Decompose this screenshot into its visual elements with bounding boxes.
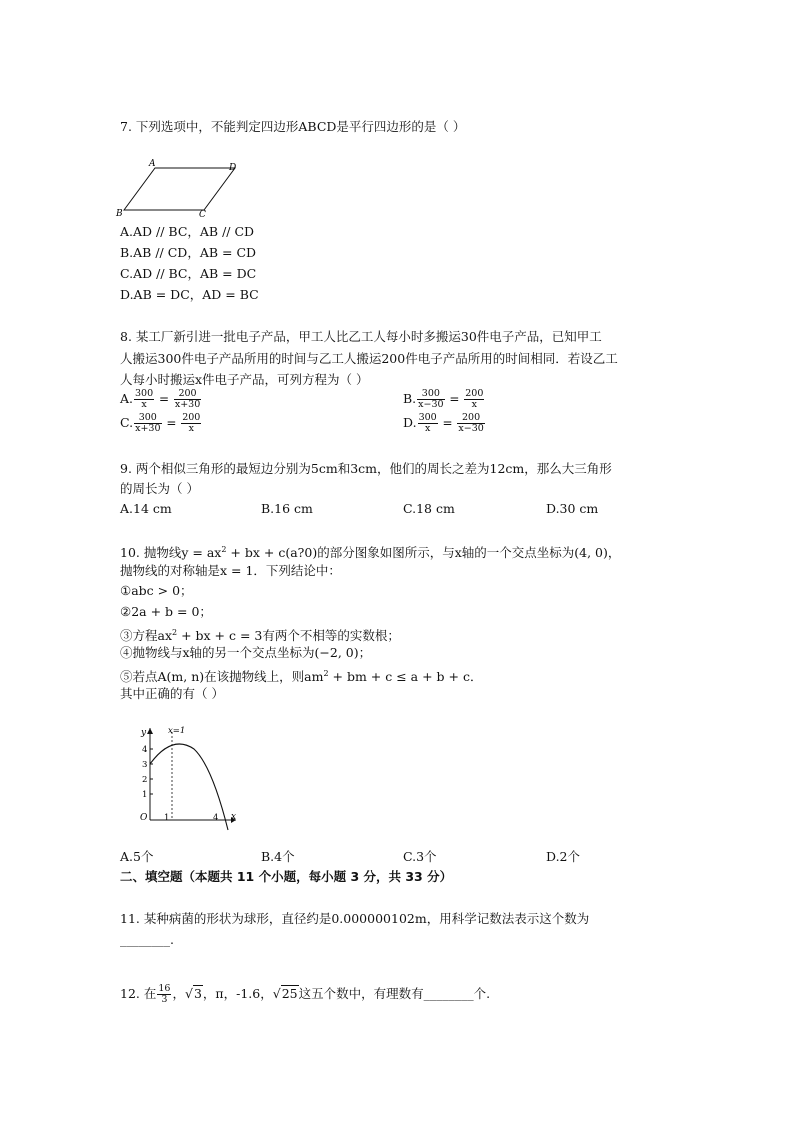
graph-x-label: x — [231, 812, 237, 822]
graph-y-label: y — [141, 728, 147, 738]
q8-option-d: D. $\frac{300}{x}$ = $\frac{200}{x-30}$ — [403, 412, 484, 434]
graph-tick-1: 1 — [142, 790, 148, 800]
q7-stem: 7. 下列选项中，不能判定四边形ABCD是平行四边形的是（ ） — [120, 119, 466, 134]
q8-line-3: 人每小时搬运x件电子产品，可列方程为（ ） — [120, 372, 369, 387]
graph-tick-2: 2 — [142, 775, 148, 785]
q8-a-left-fraction: $\frac{300}{x}$ — [135, 388, 154, 410]
q8-line-2: 人搬运300件电子产品所用的时间与乙工人搬运200件电子产品所用的时间相同．若设乙工 — [120, 351, 618, 366]
q10-conclusion-4: ④抛物线与x轴的另一个交点坐标为(−2, 0)； — [120, 645, 372, 660]
q12-line: 12. 在 $\frac{16}{3}$ ，√3，π，-1.6，√25这五个数中，有理数有________个. — [120, 983, 491, 1005]
q10-conclusion-2: ②2a + b = 0； — [120, 604, 212, 619]
q7-option-b: B.AB // CD，AB = CD — [120, 245, 257, 260]
y-axis-arrow-icon — [147, 728, 153, 734]
q9-line-2: 的周长为（ ） — [120, 481, 199, 496]
q9-option-c: C.18 cm — [403, 501, 455, 516]
q8-d-right-fraction: $\frac{200}{x-30}$ — [458, 412, 484, 434]
graph-tick-3: 3 — [142, 760, 148, 770]
graph-tick-4: 4 — [142, 745, 148, 755]
q8-option-a: A. $\frac{300}{x}$ = $\frac{200}{x+30}$ — [120, 388, 201, 410]
parallelogram-shape — [124, 168, 235, 210]
parallelogram-figure — [112, 158, 242, 222]
q8-line-1: 8. 某工厂新引进一批电子产品，甲工人比乙工人每小时多搬运30件电子产品，已知甲工 — [120, 329, 602, 344]
q12-sqrt-3: 3 — [193, 986, 202, 1001]
vertex-c-label: C — [199, 210, 206, 220]
q9-option-d: D.30 cm — [546, 501, 599, 516]
q10-option-a: A.5个 — [120, 849, 154, 864]
q10-line-1: 10. 抛物线$y = ax^2$ + bx + c(a?0)的部分图象如图所示，与x轴的一个交点坐标为(4, 0)， — [120, 545, 621, 561]
q7-option-c: C.AD // BC，AB = DC — [120, 266, 257, 281]
q7-option-a: A.AD // BC，AB // CD — [120, 224, 255, 239]
q10-line-2: 抛物线的对称轴是x = 1．下列结论中： — [120, 563, 341, 578]
q9-option-b: B.16 cm — [261, 501, 313, 516]
q8-c-left-fraction: $\frac{300}{x+30}$ — [135, 412, 161, 434]
graph-symmetry-label: x=1 — [168, 726, 186, 736]
q11-line-1: 11. 某种病菌的形状为球形，直径约是0.000000102m，用科学记数法表示这个数为 — [120, 911, 590, 926]
q8-option-c: C. $\frac{300}{x+30}$ = $\frac{200}{x}$ — [120, 412, 201, 434]
graph-origin-label: O — [140, 813, 148, 823]
q8-a-right-fraction: $\frac{200}{x+30}$ — [174, 388, 201, 410]
q8-option-b: B. $\frac{300}{x-30}$ = $\frac{200}{x}$ — [403, 388, 484, 410]
graph-x-tick-4: 4 — [213, 813, 219, 823]
q8-d-left-fraction: $\frac{300}{x}$ — [418, 412, 437, 434]
q10-conclusion-1: ①abc > 0； — [120, 583, 193, 598]
q10-question: 其中正确的有（ ） — [120, 686, 224, 701]
q10-option-b: B.4个 — [261, 849, 295, 864]
graph-x-tick-1: 1 — [164, 813, 170, 823]
vertex-a-label: A — [149, 159, 156, 169]
vertex-b-label: B — [116, 209, 123, 219]
vertex-d-label: D — [229, 163, 237, 173]
q8-b-left-fraction: $\frac{300}{x-30}$ — [418, 388, 444, 410]
q8-c-right-fraction: $\frac{200}{x}$ — [182, 412, 201, 434]
parabola-graph — [128, 722, 244, 832]
q8-b-right-fraction: $\frac{200}{x}$ — [465, 388, 484, 410]
q10-conclusion-3: ③方程$ax^2$ + bx + c = 3有两个不相等的实数根； — [120, 628, 400, 644]
q7-option-d: D.AB = DC，AD = BC — [120, 287, 259, 302]
q10-conclusion-5: ⑤若点A(m, n)在该抛物线上，则$am^2$ + bm + c ≤ a + b + c． — [120, 669, 483, 685]
q10-option-d: D.2个 — [546, 849, 581, 864]
q12-sqrt-25: 25 — [281, 986, 298, 1001]
q10-option-c: C.3个 — [403, 849, 437, 864]
q9-option-a: A.14 cm — [120, 501, 172, 516]
q12-fraction: $\frac{16}{3}$ — [158, 983, 171, 1005]
q9-line-1: 9. 两个相似三角形的最短边分别为5cm和3cm，他们的周长之差为12cm，那么大三角形 — [120, 461, 612, 476]
q11-line-2: ________. — [120, 932, 174, 947]
section-2-heading: 二、填空题（本题共 11 个小题，每小题 3 分，共 33 分） — [120, 869, 453, 884]
